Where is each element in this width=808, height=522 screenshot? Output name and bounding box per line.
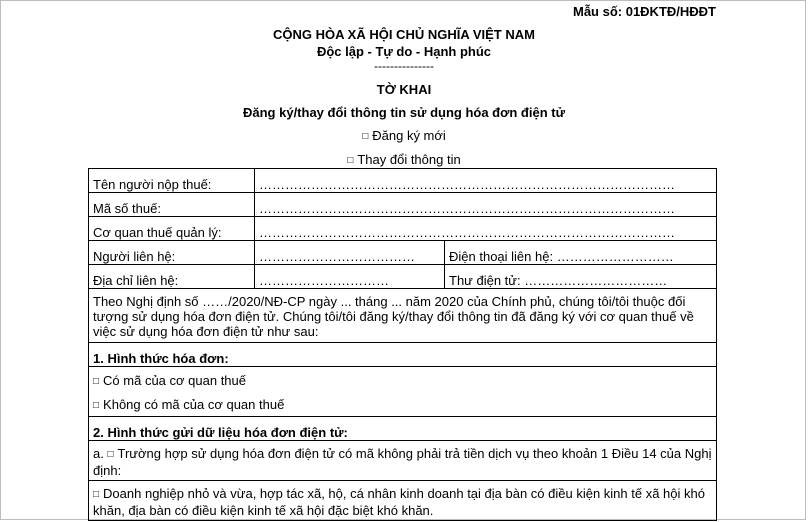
table-row	[89, 417, 717, 441]
option-with-code-label: Có mã của cơ quan thuế	[103, 373, 246, 388]
tax-code-label: Mã số thuế:	[89, 193, 255, 217]
email-cell[interactable]	[445, 265, 717, 289]
declaration-table	[88, 168, 717, 521]
tax-code-field[interactable]: ……………………………………………………………………………………	[255, 193, 717, 217]
email-field[interactable]: ……………………………	[524, 273, 668, 288]
table-row	[89, 441, 717, 481]
section2-heading: 2. Hình thức gửi dữ liệu hóa đơn điện tử:	[89, 417, 717, 441]
taxpayer-name-label: Tên người nộp thuế:	[89, 169, 255, 193]
option-change[interactable]	[0, 152, 808, 167]
country-name: CỘNG HÒA XÃ HỘI CHỦ NGHĨA VIỆT NAM	[273, 27, 535, 42]
option-without-code[interactable]	[93, 397, 712, 414]
address-label: Địa chỉ liên hệ:	[89, 265, 255, 289]
table-row	[89, 367, 717, 417]
table-row	[89, 481, 717, 521]
checkbox-icon[interactable]: □	[93, 489, 100, 500]
option-change-label: Thay đổi thông tin	[357, 152, 461, 167]
checkbox-icon[interactable]: □	[347, 155, 354, 166]
option-register[interactable]	[0, 128, 808, 143]
item-b-text: Doanh nghiệp nhỏ và vừa, hợp tác xã, hộ, cá nhân kinh doanh tại địa bàn có điều kiện kinh tế xã hội khó khăn, địa bàn có điều kiện kinh tế xã hội đặc biệt khó khăn.	[93, 486, 705, 518]
contact-person-field[interactable]: ………………………………	[255, 241, 445, 265]
table-row	[89, 193, 717, 217]
section1-heading: 1. Hình thức hóa đơn:	[89, 343, 717, 367]
section2-item-a[interactable]	[89, 441, 717, 481]
intro-paragraph: Theo Nghị định số ……/2020/NĐ-CP ngày ... tháng ... năm 2020 của Chính phủ, chúng tôi/tôi thuộc đối tượng sử dụng hóa đơn điện tử. Chúng tôi/tôi đăng ký/thay đổi thông tin đã đăng ký với cơ quan thuế về việc sử dụng hóa đơn điện tử như sau:	[89, 289, 717, 343]
option-without-code-label: Không có mã của cơ quan thuế	[103, 397, 285, 412]
form-code: Mẫu số: 01ĐKTĐ/HĐĐT	[572, 4, 716, 19]
motto-separator: ---------------	[374, 59, 434, 73]
table-row	[89, 217, 717, 241]
tax-authority-label: Cơ quan thuế quản lý:	[89, 217, 255, 241]
form-title: TỜ KHAI	[376, 82, 432, 97]
taxpayer-name-field[interactable]: ……………………………………………………………………………………	[255, 169, 717, 193]
invoice-type-options	[89, 367, 717, 417]
item-a-text: Trường hợp sử dụng hóa đơn điện tử có mã không phải trả tiền dịch vụ theo khoản 1 Điều 14 của Nghị định:	[93, 446, 712, 478]
table-row	[89, 343, 717, 367]
option-register-label: Đăng ký mới	[372, 128, 446, 143]
table-row	[89, 241, 717, 265]
table-row	[89, 265, 717, 289]
phone-field[interactable]: ………………………	[556, 249, 674, 264]
tax-authority-field[interactable]: ……………………………………………………………………………………	[255, 217, 717, 241]
table-row	[89, 169, 717, 193]
phone-label: Điện thoại liên hệ:	[449, 249, 554, 264]
checkbox-icon[interactable]: □	[107, 449, 114, 460]
address-field[interactable]: …………………………	[255, 265, 445, 289]
section2-item-b[interactable]	[89, 481, 717, 521]
checkbox-icon[interactable]: □	[93, 400, 100, 411]
motto: Độc lập - Tự do - Hạnh phúc	[316, 44, 492, 59]
table-row	[89, 289, 717, 343]
checkbox-icon[interactable]: □	[362, 131, 369, 142]
checkbox-icon[interactable]: □	[93, 376, 100, 387]
form-subtitle: Đăng ký/thay đổi thông tin sử dụng hóa đơn điện tử	[243, 105, 565, 120]
option-with-code[interactable]	[93, 373, 712, 397]
phone-cell[interactable]	[445, 241, 717, 265]
email-label: Thư điện tử:	[449, 273, 521, 288]
contact-person-label: Người liên hệ:	[89, 241, 255, 265]
item-a-prefix: a.	[93, 446, 104, 461]
